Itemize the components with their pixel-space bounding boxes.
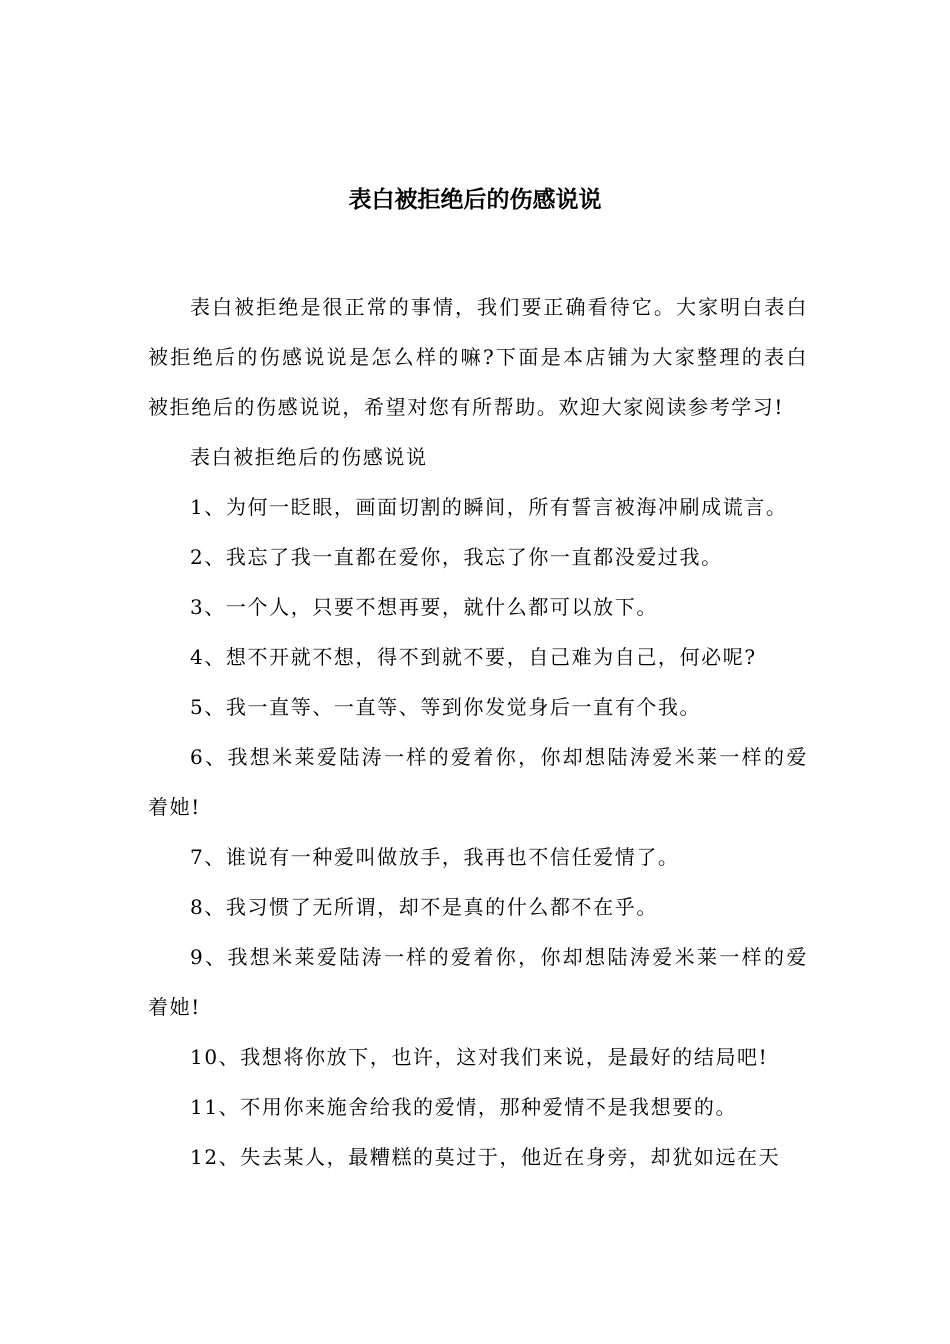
list-item: 6、我想米莱爱陆涛一样的爱着你，你却想陆涛爱米莱一样的爱着她! (148, 745, 808, 819)
list-item: 12、失去某人，最糟糕的莫过于，他近在身旁，却犹如远在天 (190, 1145, 781, 1169)
document-body (148, 282, 808, 1182)
list-item: 2、我忘了我一直都在爱你，我忘了你一直都没爱过我。 (190, 545, 723, 569)
list-item: 10、我想将你放下，也许，这对我们来说，是最好的结局吧! (190, 1045, 769, 1069)
intro-paragraph: 表白被拒绝是很正常的事情，我们要正确看待它。大家明白表白被拒绝后的伤感说说是怎么样的嘛?下面是本店铺为大家整理的表白被拒绝后的伤感说说，希望对您有所帮助。欢迎大家阅读参考学习! (148, 295, 808, 419)
list-item: 11、不用你来施舍给我的爱情，那种爱情不是我想要的。 (190, 1095, 738, 1119)
list-item: 7、谁说有一种爱叫做放手，我再也不信任爱情了。 (190, 845, 680, 869)
list-item: 9、我想米莱爱陆涛一样的爱着你，你却想陆涛爱米莱一样的爱着她! (148, 945, 808, 1019)
document-title: 表白被拒绝后的伤感说说 (348, 186, 602, 213)
list-item: 1、为何一眨眼，画面切割的瞬间，所有誓言被海冲刷成谎言。 (190, 495, 788, 519)
section-heading: 表白被拒绝后的伤感说说 (190, 445, 428, 469)
list-item: 4、想不开就不想，得不到就不要，自己难为自己，何必呢? (190, 645, 757, 669)
list-item: 8、我习惯了无所谓，却不是真的什么都不在乎。 (190, 895, 658, 919)
list-item: 5、我一直等、一直等、等到你发觉身后一直有个我。 (190, 695, 702, 719)
list-item: 3、一个人，只要不想再要，就什么都可以放下。 (190, 595, 658, 619)
